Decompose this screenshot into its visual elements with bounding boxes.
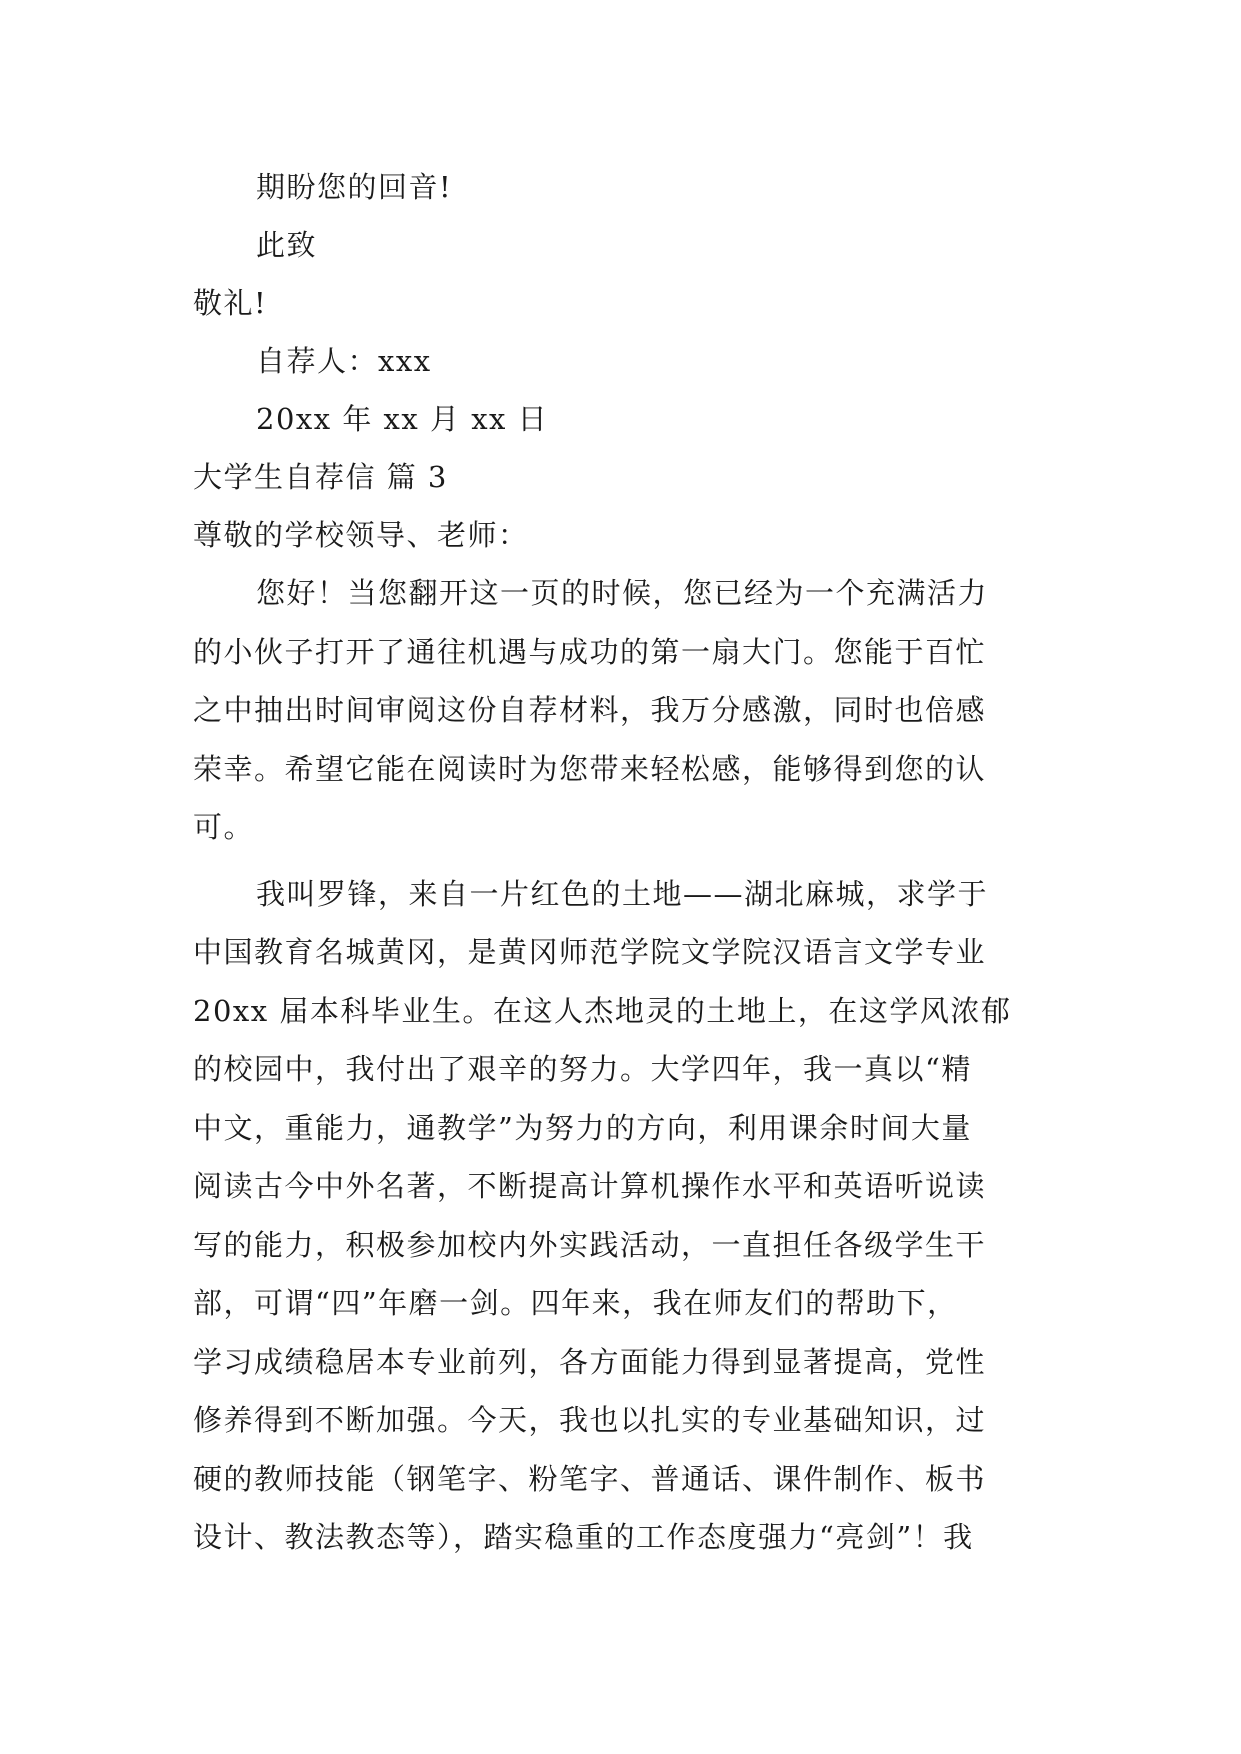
paragraph-line: 写的能力，积极参加校内外实践活动，一直担任各级学生干 bbox=[193, 1227, 987, 1262]
paragraph-line: 部，可谓“四”年磨一剑。四年来，我在师友们的帮助下， bbox=[193, 1286, 958, 1320]
paragraph-line: 可。 bbox=[193, 810, 255, 844]
section-title: 大学生自荐信 篇 3 bbox=[193, 460, 448, 494]
paragraph-line: 中国教育名城黄冈，是黄冈师范学院文学院汉语言文学专业 bbox=[193, 935, 987, 969]
closing-await-reply: 期盼您的回音! bbox=[256, 170, 453, 204]
paragraph-line: 阅读古今中外名著，不断提高计算机操作水平和英语听说读 bbox=[193, 1169, 987, 1203]
paragraph-2 bbox=[193, 865, 1053, 1567]
document-body bbox=[193, 158, 1053, 1567]
paragraph-gap bbox=[193, 857, 1053, 865]
paragraph-line: 修养得到不断加强。今天，我也以扎实的专业基础知识，过 bbox=[193, 1403, 987, 1437]
paragraph-line: 的校园中，我付出了艰辛的努力。大学四年，我一真以“精 bbox=[193, 1052, 972, 1086]
paragraph-line: 20xx 届本科毕业生。在这人杰地灵的土地上，在这学风浓郁 bbox=[193, 993, 1012, 1028]
closing-regards-1: 此致 bbox=[256, 228, 318, 262]
paragraph-line: 您好！当您翻开这一页的时候，您已经为一个充满活力 bbox=[256, 576, 989, 610]
paragraph-line: 之中抽出时间审阅这份自荐材料，我万分感激，同时也倍感 bbox=[193, 693, 987, 727]
paragraph-line: 我叫罗锋，来自一片红色的土地——湖北麻城，求学于 bbox=[256, 876, 989, 911]
paragraph-line: 中文，重能力，通教学”为努力的方向，利用课余时间大量 bbox=[193, 1110, 972, 1145]
paragraph-line: 学习成绩稳居本专业前列，各方面能力得到显著提高，党性 bbox=[193, 1344, 987, 1379]
paragraph-line: 荣幸。希望它能在阅读时为您带来轻松感，能够得到您的认 bbox=[193, 751, 987, 786]
salutation: 尊敬的学校领导、老师： bbox=[193, 518, 529, 552]
paragraph-line: 设计、教法教态等），踏实稳重的工作态度强力“亮剑”！我 bbox=[193, 1520, 974, 1554]
closing-regards-2: 敬礼! bbox=[193, 286, 268, 320]
paragraph-line: 的小伙子打开了通往机遇与成功的第一扇大门。您能于百忙 bbox=[193, 634, 987, 669]
signature: 自荐人：xxx bbox=[256, 344, 432, 378]
paragraph-line: 硬的教师技能（钢笔字、粉笔字、普通话、课件制作、板书 bbox=[193, 1461, 987, 1496]
letter-date: 20xx 年 xx 月 xx 日 bbox=[256, 402, 549, 436]
paragraph-1 bbox=[193, 564, 1053, 857]
